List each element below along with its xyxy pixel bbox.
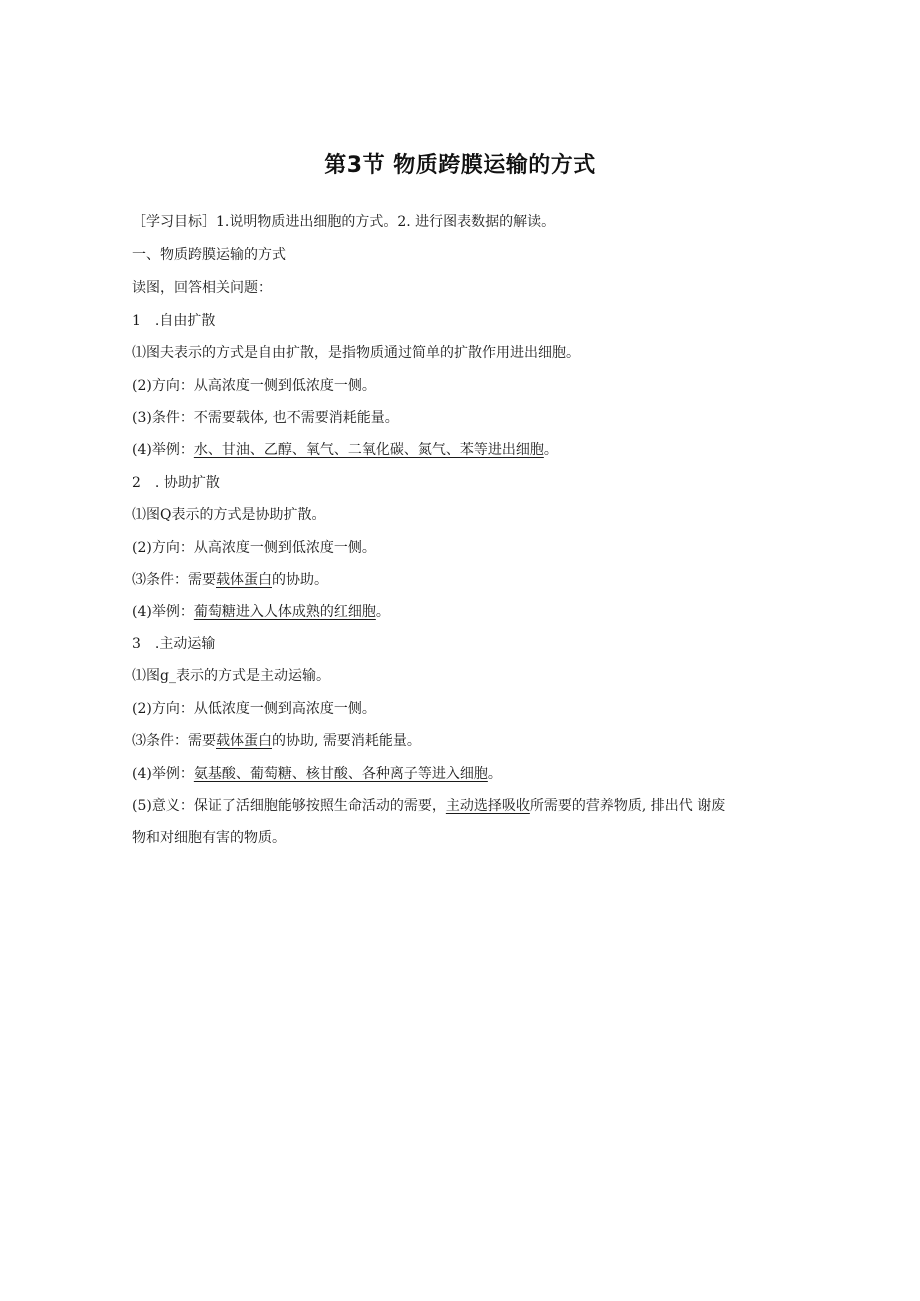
- text: 。: [487, 766, 502, 782]
- paragraph: ⑴图Q表示的方式是协助扩散。: [132, 507, 326, 523]
- paragraph: (2)方向：从高浓度一侧到低浓度一侧。: [132, 378, 376, 394]
- underlined-answer: 葡萄糖进入人体成熟的红细胞: [193, 604, 376, 620]
- learning-objectives: ［学习目标］1.说明物质进出细胞的方式。2. 进行图表数据的解读。: [132, 214, 556, 230]
- paragraph: [132, 796, 725, 816]
- text: (5)意义：保证了活细胞能够按照生命活动的需要，: [132, 798, 446, 814]
- underlined-answer: 主动选择吸收: [445, 798, 530, 814]
- paragraph: ⑴图g_表示的方式是主动运输。: [132, 668, 330, 684]
- page-title: 第3节 物质跨膜运输的方式: [324, 153, 596, 178]
- text: (4)举例：: [132, 766, 194, 782]
- subsection-heading-3: [132, 634, 215, 654]
- underlined-answer: 氨基酸、葡萄糖、核甘酸、各种离子等进入细胞: [193, 766, 488, 782]
- paragraph: [132, 731, 421, 751]
- paragraph: [132, 440, 558, 460]
- paragraph: (2)方向：从高浓度一侧到低浓度一侧。: [132, 540, 376, 556]
- subsection-title: .主动运输: [154, 636, 216, 652]
- subsection-number: 1: [132, 313, 141, 329]
- intro-text: 读图，回答相关问题：: [132, 280, 272, 296]
- subsection-heading-2: [132, 473, 220, 493]
- subsection-title: . 协助扩散: [154, 475, 220, 491]
- text: (4)举例：: [132, 604, 194, 620]
- text: 。: [543, 442, 558, 458]
- underlined-answer: 水、甘油、乙醇、氧气、二氧化碳、氮气、苯等进出细胞: [193, 442, 544, 458]
- text: ⑶条件：需要: [132, 572, 216, 588]
- underlined-answer: 载体蛋白: [216, 733, 272, 749]
- subsection-heading-1: [132, 311, 215, 331]
- subsection-title: .自由扩散: [154, 313, 216, 329]
- text: (4)举例：: [132, 442, 194, 458]
- paragraph: [132, 602, 390, 622]
- text: 的协助。: [272, 572, 328, 588]
- paragraph: [132, 570, 328, 590]
- subsection-number: 3: [132, 636, 141, 652]
- paragraph: (3)条件：不需要载体, 也不需要消耗能量。: [132, 410, 399, 426]
- paragraph-continuation: 物和对细胞有害的物质。: [132, 830, 286, 846]
- paragraph: [132, 764, 502, 784]
- text: 。: [375, 604, 390, 620]
- text: 所需要的营养物质, 排出代 谢废: [529, 798, 726, 814]
- paragraph: (2)方向：从低浓度一侧到高浓度一侧。: [132, 701, 376, 717]
- underlined-answer: 载体蛋白: [216, 572, 272, 588]
- text: ⑶条件：需要: [132, 733, 216, 749]
- subsection-number: 2: [132, 475, 141, 491]
- section-heading: 一、物质跨膜运输的方式: [132, 247, 286, 263]
- paragraph: ⑴图夫表示的方式是自由扩散，是指物质通过简单的扩散作用进出细胞。: [132, 345, 580, 361]
- text: 的协助, 需要消耗能量。: [272, 733, 421, 749]
